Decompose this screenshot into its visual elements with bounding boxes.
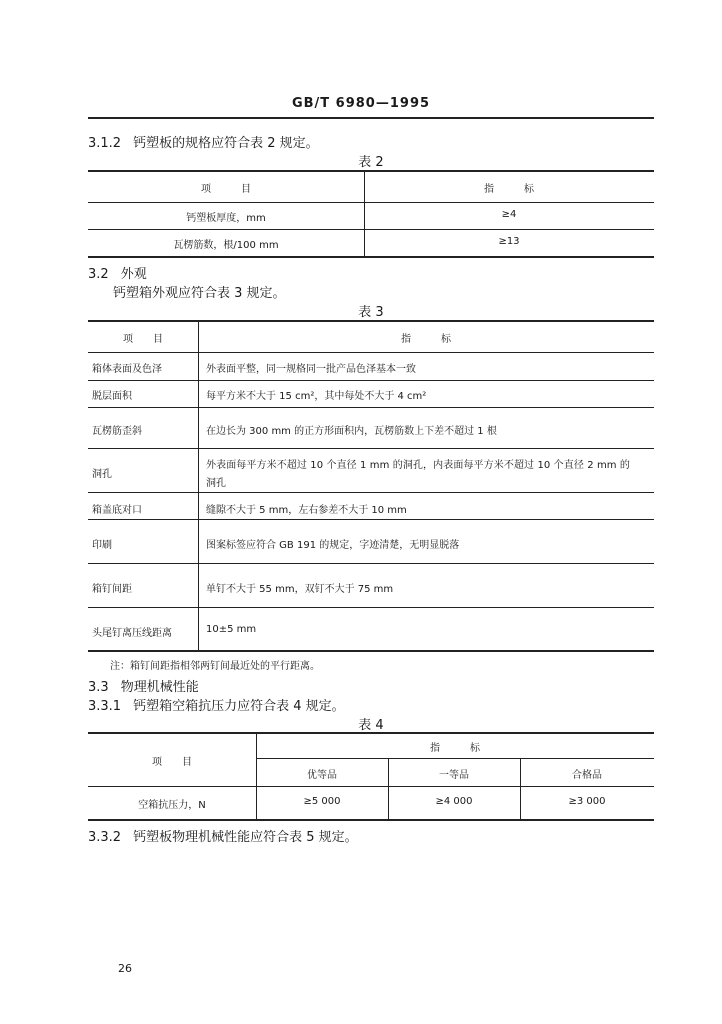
table3-row-rule (88, 407, 654, 408)
section-3-3-1 (88, 695, 345, 714)
table3-row-item: 箱体表面及色泽 (92, 364, 162, 375)
table3-note: 注：箱钉间距指相邻两钉间最近处的平行距离。 (110, 661, 320, 672)
table3-top-rule (88, 320, 654, 322)
section-title: 物理机械性能 (120, 680, 199, 695)
table3-row-rule (88, 519, 654, 520)
table3-header-value: 指 标 (401, 334, 451, 345)
section-3-3 (88, 676, 199, 695)
table3-row-value: 10±5 mm (206, 624, 257, 635)
table2-row-value: ≥13 (498, 236, 520, 247)
header-rule (88, 117, 654, 119)
section-3-2-text: 钙塑箱外观应符合表 3 规定。 (113, 286, 286, 301)
table3-row-value: 外表面平整，同一规格同一批产品色泽基本一致 (206, 364, 416, 375)
table2-bottom-rule (88, 256, 654, 258)
table4-header-item: 项 目 (152, 757, 192, 768)
table2-row-item: 钙塑板厚度，mm (186, 213, 266, 224)
table3-row-value-cont: 洞孔 (206, 478, 226, 489)
section-number: 3.3 (88, 680, 109, 695)
section-number: 3.2 (88, 267, 109, 282)
table2-row-rule (88, 229, 654, 230)
table3-row-item: 箱盖底对口 (92, 505, 142, 516)
table4-caption: 表 4 (358, 718, 384, 733)
table2-header-rule (88, 202, 654, 203)
table3-divider (198, 320, 199, 650)
table3-row-item: 瓦楞筋歪斜 (92, 426, 142, 437)
table3-header-rule (88, 352, 654, 353)
table3-row-rule (88, 380, 654, 381)
section-number: 3.3.1 (88, 699, 122, 714)
table3-row-rule (88, 448, 654, 449)
table3-bottom-rule (88, 650, 654, 652)
table3-row-item: 印刷 (92, 540, 112, 551)
table4-grade: 一等品 (439, 770, 469, 781)
standard-header: GB/T 6980—1995 (291, 96, 431, 111)
table3-caption: 表 3 (358, 305, 384, 320)
table4-grade: 合格品 (572, 770, 602, 781)
table2-caption: 表 2 (358, 155, 384, 170)
section-text: 钙塑箱空箱抗压力应符合表 4 规定。 (133, 699, 345, 714)
section-title: 外观 (120, 267, 147, 282)
table4-grade: 优等品 (307, 770, 337, 781)
table3-row-value: 在边长为 300 mm 的正方形面积内，瓦楞筋数上下差不超过 1 根 (206, 426, 497, 437)
table3-row-item: 箱钉间距 (92, 584, 132, 595)
table4-top-rule (88, 732, 654, 734)
page-number: 26 (118, 962, 132, 975)
table3-row-value: 外表面每平方米不超过 10 个直径 1 mm 的洞孔，内表面每平方米不超过 10 个直径 2 mm 的 (206, 460, 631, 471)
table4-header-group: 指 标 (430, 743, 480, 754)
table3-header-item: 项 目 (123, 334, 163, 345)
table3 (88, 320, 654, 650)
table2-top-rule (88, 170, 654, 172)
table3-row-item: 脱层面积 (92, 391, 132, 402)
section-3-1-2 (88, 132, 319, 151)
table2 (88, 170, 654, 256)
table3-row-rule (88, 492, 654, 493)
section-3-2 (88, 263, 147, 282)
table4-bottom-rule (88, 819, 654, 821)
section-3-3-2 (88, 826, 358, 845)
section-number: 3.3.2 (88, 830, 122, 845)
table2-header-item: 项 目 (201, 184, 251, 195)
table3-row-item: 洞孔 (92, 469, 112, 480)
section-text: 钙塑板的规格应符合表 2 规定。 (133, 136, 319, 151)
table2-row-item: 瓦楞筋数，根/100 mm (173, 240, 279, 251)
table3-row-item: 头尾钉离压线距离 (92, 628, 172, 639)
table3-row-value: 缝隙不大于 5 mm，左右参差不大于 10 mm (206, 505, 407, 516)
table3-row-value: 图案标签应符合 GB 191 的规定，字迹清楚，无明显脱落 (206, 540, 460, 551)
section-text: 钙塑板物理机械性能应符合表 5 规定。 (133, 830, 358, 845)
table4 (88, 732, 654, 819)
table3-row-rule (88, 563, 654, 564)
table4-value: ≥5 000 (303, 796, 341, 807)
table3-row-value: 每平方米不大于 15 cm²，其中每处不大于 4 cm² (206, 391, 427, 402)
table4-value: ≥3 000 (568, 796, 606, 807)
table2-header-value: 指 标 (484, 184, 534, 195)
table4-value: ≥4 000 (435, 796, 473, 807)
section-number: 3.1.2 (88, 136, 122, 151)
table4-header-rule (88, 786, 654, 787)
table4-row-label: 空箱抗压力，N (138, 800, 206, 811)
table2-row-value: ≥4 (501, 209, 517, 220)
table3-row-rule (88, 607, 654, 608)
table4-group-rule (256, 758, 654, 759)
table3-row-value: 单钉不大于 55 mm，双钉不大于 75 mm (206, 584, 394, 595)
